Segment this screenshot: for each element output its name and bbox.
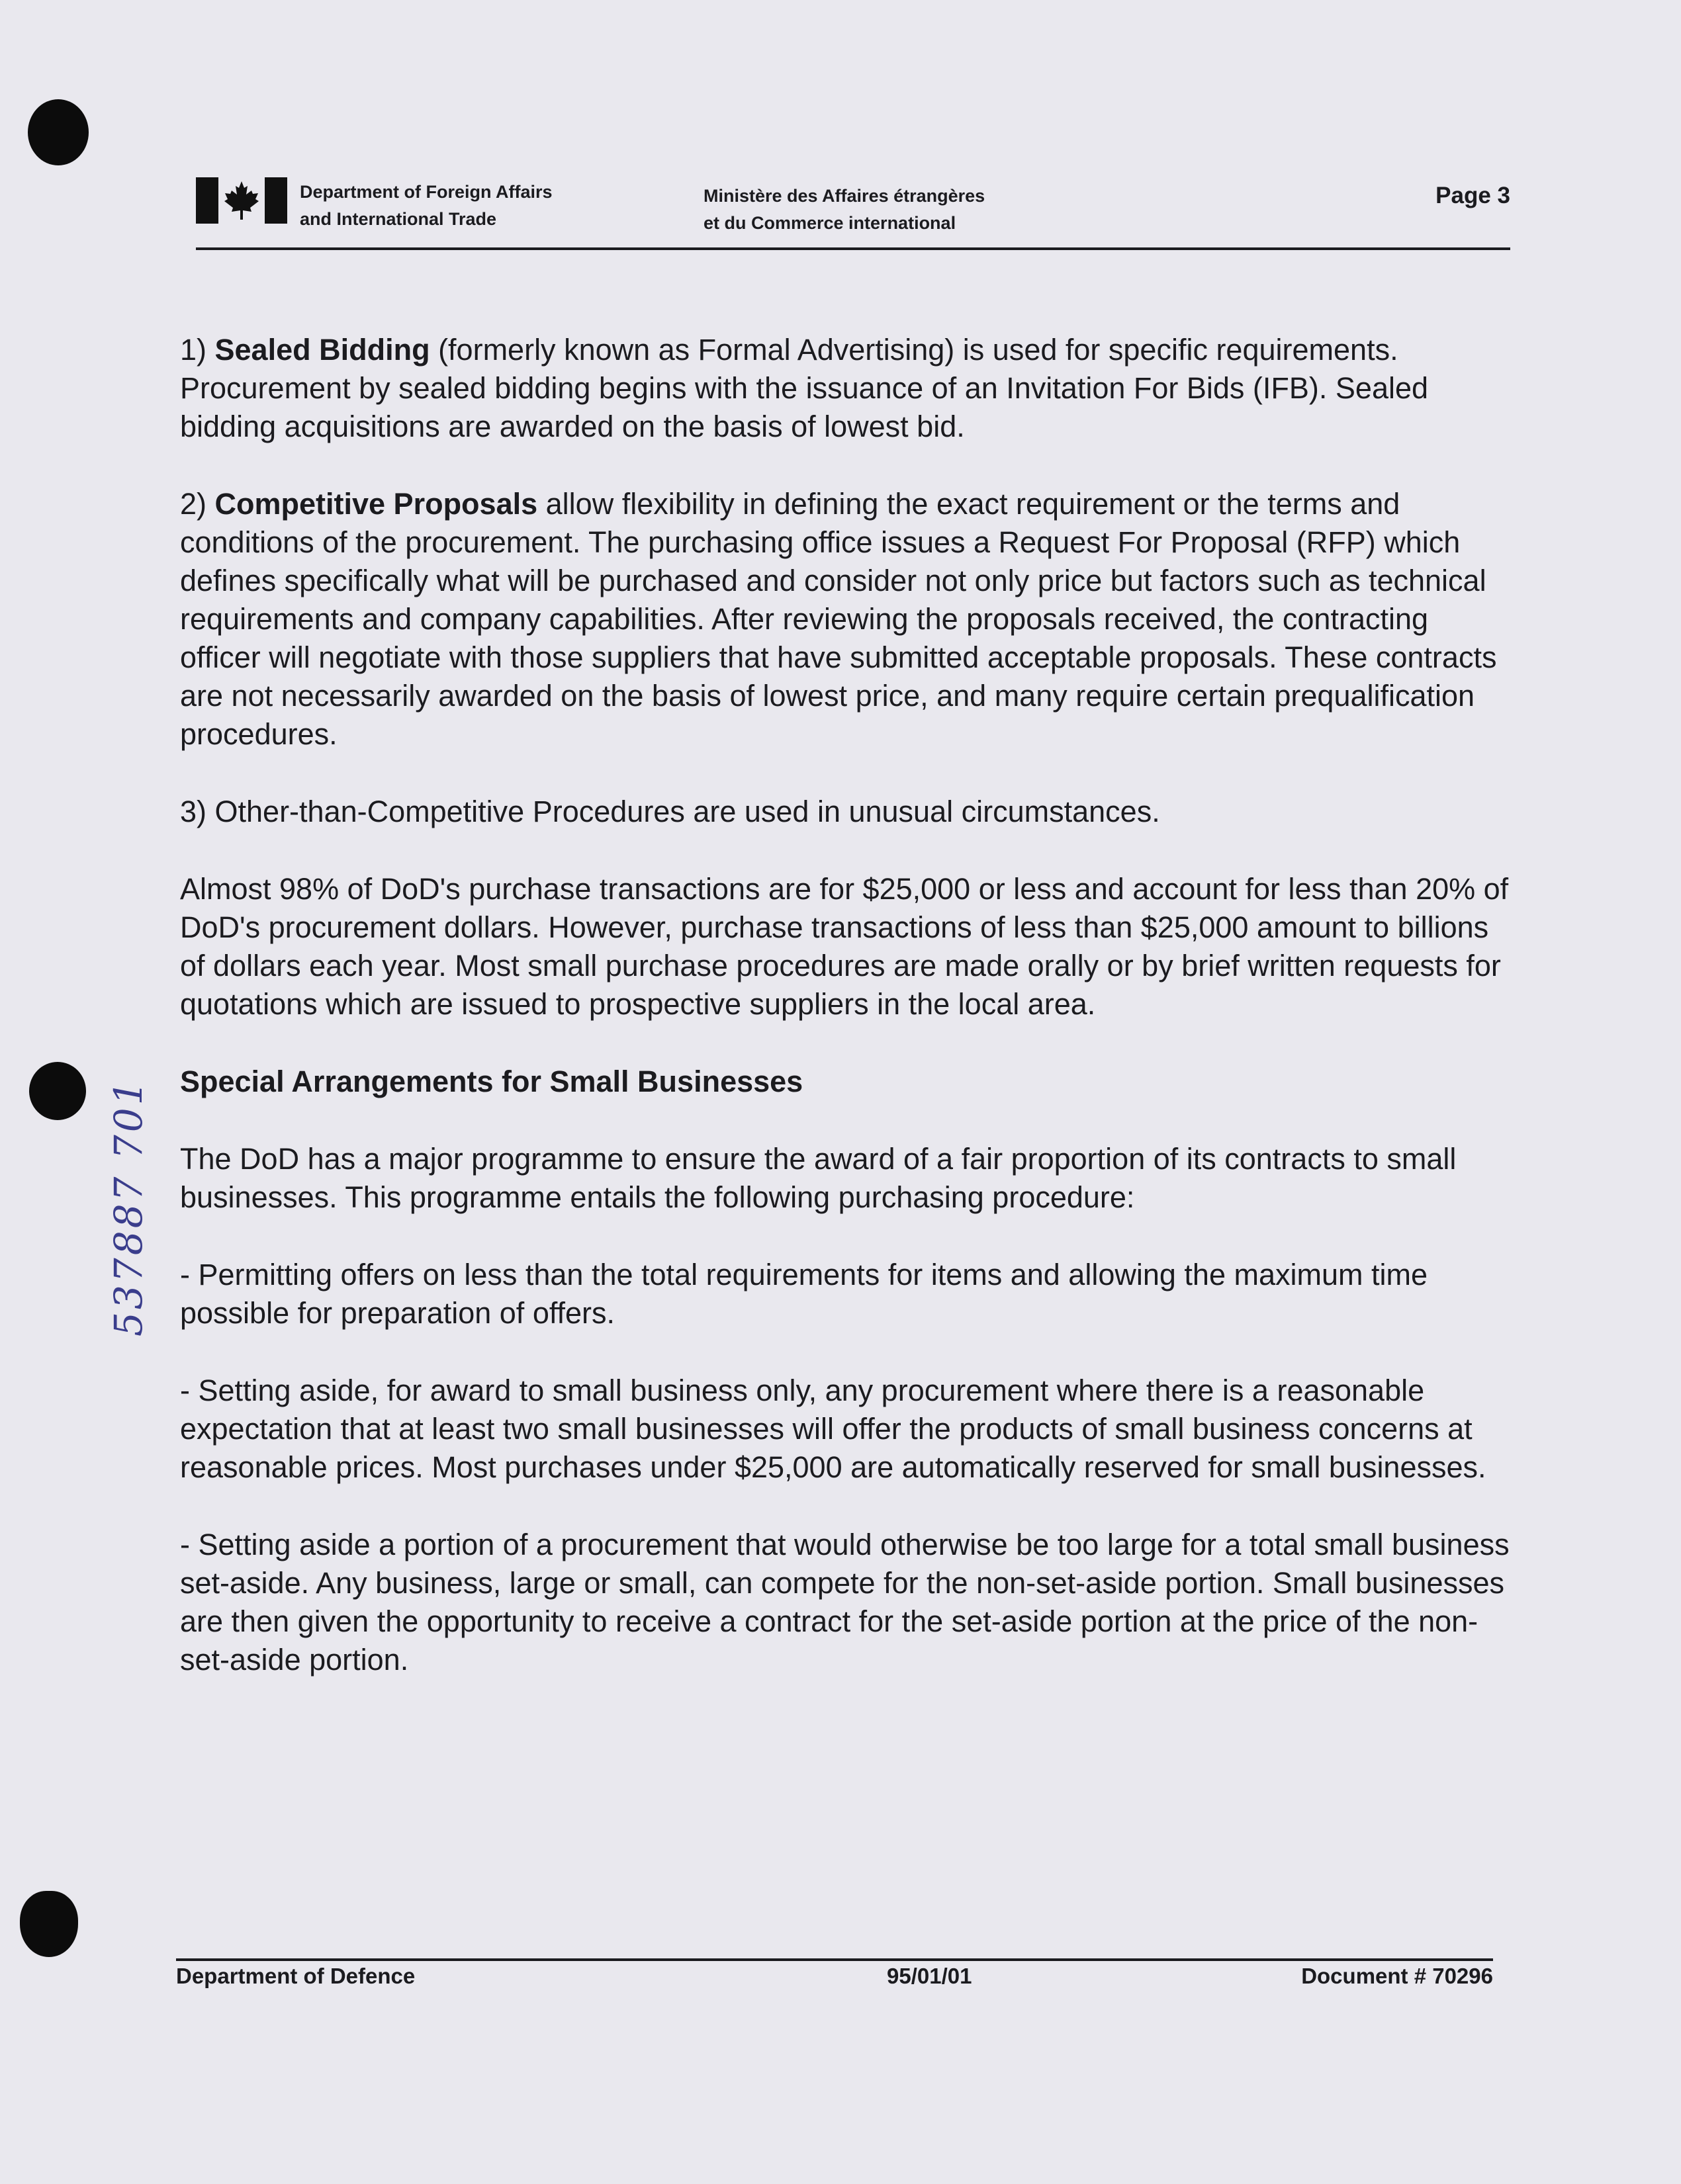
paragraph-other-than-competitive: 3) Other-than-Competitive Procedures are used in unusual circumstances. [180, 795, 1160, 828]
paragraph-competitive-proposals: 2) Competitive Proposals allow flexibility in defining the exact requirement or the terms and conditions of the procurement. The purchasing office issues a Request For Proposal (RFP) which defines specifically what will be purchased and consider not only price but factors such as technical requirements and company capabilities. After reviewing the proposals received, the contracting officer will negotiate with those suppliers that have submitted acceptable proposals. These contracts are not necessarily awarded on the basis of lowest price, and many require certain prequalification procedures. [180, 487, 1497, 751]
handwritten-note: 537887 701 [106, 1078, 151, 1336]
department-name-english: Department of Foreign Affairs and International Trade [300, 182, 553, 229]
page-number: Page 3 [1435, 183, 1510, 208]
letterhead [196, 173, 1510, 250]
punch-hole-bottom [20, 1891, 78, 1957]
paragraph-sealed-bidding: 1) Sealed Bidding (formerly known as Formal Advertising) is used for specific requirements. Procurement by sealed bidding begins with the issuance of an Invitation For Bids (IFB). Sealed bidding acquisitions are awarded on the basis of lowest bid. [180, 333, 1429, 443]
list-item: - Setting aside, for award to small business only, any procurement where there is a reasonable expectation that at least two small businesses will offer the products of small business concerns at reasonable prices. Most purchases under $25,000 are automatically reserved for small businesses. [180, 1374, 1486, 1484]
footer-rule [176, 1958, 1493, 1961]
list-item: - Setting aside a portion of a procurement that would otherwise be too large for a total small business set-aside. Any business, large or small, can compete for the non-set-aside portion. Small businesses are then given the opportunity to receive a contract for the set-aside portion at the price of the non-set-aside portion. [180, 1528, 1510, 1677]
punch-hole-middle [29, 1062, 86, 1120]
footer-document-number: Document # 70296 [1301, 1964, 1493, 1988]
page-footer [176, 1958, 1493, 1991]
paragraph-small-business-programme: The DoD has a major programme to ensure the award of a fair proportion of its contracts to small businesses. This programme entails the following purchasing procedure: [180, 1142, 1457, 1214]
punch-hole-top [28, 99, 89, 165]
footer-department: Department of Defence [176, 1964, 416, 1988]
canada-flag-logo [196, 177, 287, 224]
list-item: - Permitting offers on less than the total requirements for items and allowing the maximum time possible for preparation of offers. [180, 1258, 1428, 1330]
document-body [180, 331, 1510, 1718]
department-name-french: Ministère des Affaires étrangères et du Commerce international [704, 186, 985, 233]
section-heading: Special Arrangements for Small Businesses [180, 1065, 803, 1098]
header-rule [196, 247, 1510, 250]
paragraph-purchase-transactions: Almost 98% of DoD's purchase transactions are for $25,000 or less and account for less than 20% of DoD's procurement dollars. However, purchase transactions of less than $25,000 amount to billions of dollars each year. Most small purchase procedures are made orally or by brief written requests for quotations which are issued to prospective suppliers in the local area. [180, 872, 1509, 1021]
maple-leaf-icon [222, 180, 261, 221]
footer-date: 95/01/01 [887, 1964, 972, 1988]
